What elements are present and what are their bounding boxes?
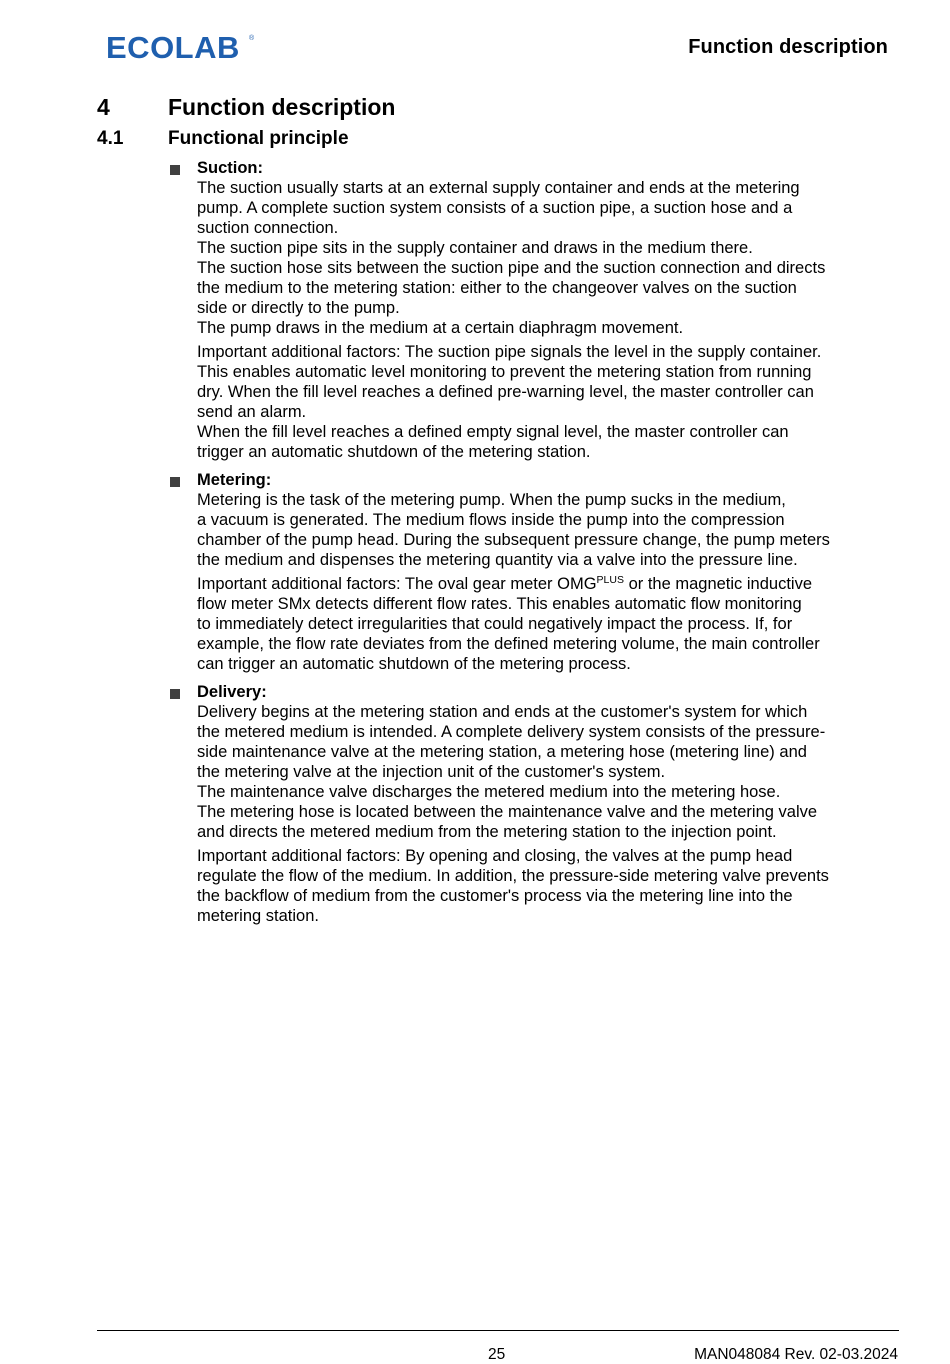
text-line: pump. A complete suction system consists of a suction pipe, a suction hose and a — [197, 199, 793, 217]
text-line: The suction hose sits between the suction pipe and the suction connection and directs — [197, 259, 826, 277]
paragraph — [197, 702, 904, 842]
text-line: The pump draws in the medium at a certain diaphragm movement. — [197, 319, 684, 337]
running-header-title: Function description — [688, 36, 888, 58]
text-line: the metering valve at the injection unit of the customer's system. — [197, 763, 666, 781]
text-line: side or directly to the pump. — [197, 299, 400, 317]
text-line: the metered medium is intended. A complete delivery system consists of the pressure- — [197, 723, 826, 741]
text-line — [197, 574, 904, 594]
text-line: to immediately detect irregularities that could negatively impact the process. If, for — [197, 615, 793, 633]
footer-divider — [97, 1330, 899, 1331]
text-line: regulate the flow of the medium. In addition, the pressure-side metering valve prevents — [197, 867, 829, 885]
text-line: a vacuum is generated. The medium flows inside the pump into the compression — [197, 511, 785, 529]
text-line: The suction pipe sits in the supply container and draws in the medium there. — [197, 239, 753, 257]
list-item-delivery — [168, 682, 904, 926]
square-bullet-icon — [170, 689, 180, 699]
section-title: Function description — [168, 94, 396, 120]
item-title: Metering: — [197, 471, 272, 489]
subsection-number: 4.1 — [97, 128, 124, 149]
item-title: Suction: — [197, 159, 263, 177]
list-item-metering — [168, 470, 904, 674]
svg-text:®: ® — [249, 35, 255, 42]
square-bullet-icon — [170, 165, 180, 175]
text-line: the medium and dispenses the metering quantity via a valve into the pressure line. — [197, 551, 798, 569]
text-line: send an alarm. — [197, 403, 307, 421]
item-title: Delivery: — [197, 683, 267, 701]
document-reference: MAN048084 Rev. 02-03.2024 — [694, 1346, 898, 1363]
logo-text: ECOLAB — [106, 30, 240, 64]
text-line: This enables automatic level monitoring to prevent the metering station from running — [197, 363, 812, 381]
text-line: and directs the metered medium from the metering station to the injection point. — [197, 823, 777, 841]
text-line: Important additional factors: By opening and closing, the valves at the pump head — [197, 847, 793, 865]
superscript: PLUS — [596, 574, 624, 586]
section-number: 4 — [97, 94, 110, 120]
text-line: trigger an automatic shutdown of the metering station. — [197, 443, 591, 461]
text-line: Important additional factors: The suction pipe signals the level in the supply container. — [197, 343, 822, 361]
text-line: dry. When the fill level reaches a defined pre-warning level, the master controller can — [197, 383, 814, 401]
text-line: example, the flow rate deviates from the defined metering volume, the main controller — [197, 635, 820, 653]
paragraph — [197, 342, 904, 462]
paragraph — [197, 178, 904, 338]
bullet-list — [168, 158, 904, 934]
text-line: flow meter SMx detects different flow rates. This enables automatic flow monitoring — [197, 595, 802, 613]
text-line: chamber of the pump head. During the subsequent pressure change, the pump meters — [197, 531, 830, 549]
paragraph — [197, 490, 904, 570]
text-line: The metering hose is located between the maintenance valve and the metering valve — [197, 803, 818, 821]
list-item-suction — [168, 158, 904, 462]
text-line: When the fill level reaches a defined empty signal level, the master controller can — [197, 423, 789, 441]
ecolab-logo — [106, 30, 256, 64]
text-line: suction connection. — [197, 219, 339, 237]
paragraph — [197, 574, 904, 674]
text-line: metering station. — [197, 907, 319, 925]
text-line: Metering is the task of the metering pump. When the pump sucks in the medium, — [197, 491, 786, 509]
text-line: the backflow of medium from the customer's process via the metering line into the — [197, 887, 793, 905]
text-line: the medium to the metering station: either to the changeover valves on the suction — [197, 279, 797, 297]
text-fragment: or the magnetic inductive — [623, 575, 813, 593]
paragraph — [197, 846, 904, 926]
text-line: The suction usually starts at an external supply container and ends at the metering — [197, 179, 800, 197]
text-line: can trigger an automatic shutdown of the metering process. — [197, 655, 631, 673]
text-line: The maintenance valve discharges the metered medium into the metering hose. — [197, 783, 781, 801]
page-number: 25 — [488, 1346, 506, 1363]
text-line: side maintenance valve at the metering station, a metering hose (metering line) and — [197, 743, 807, 761]
square-bullet-icon — [170, 477, 180, 487]
subsection-title: Functional principle — [168, 128, 349, 149]
text-fragment: Important additional factors: The oval gear meter OMG — [197, 575, 597, 593]
text-line: Delivery begins at the metering station and ends at the customer's system for which — [197, 703, 808, 721]
